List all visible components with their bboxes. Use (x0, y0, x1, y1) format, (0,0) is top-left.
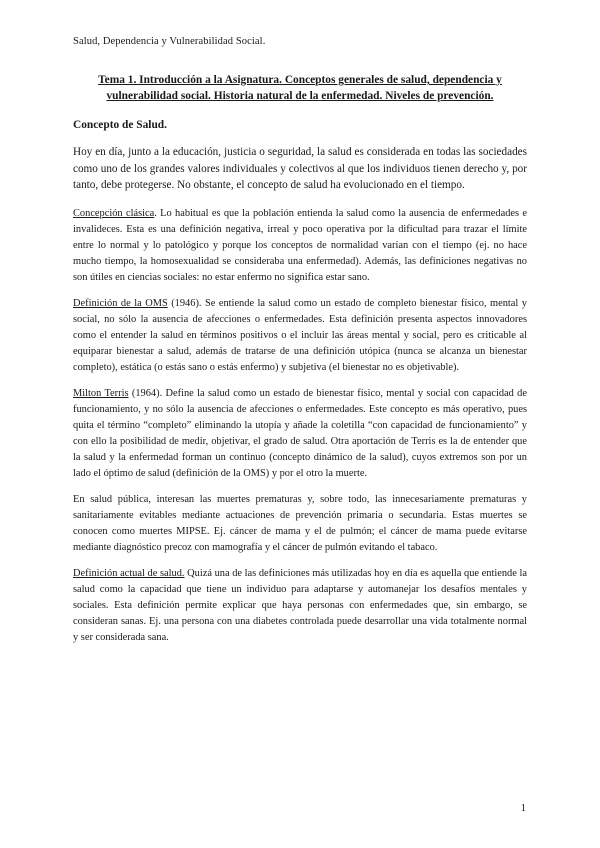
paragraph-definicion-oms (73, 296, 527, 376)
section-heading: Concepto de Salud. (73, 119, 167, 131)
intro-paragraph: Hoy en día, junto a la educación, justicia o seguridad, la salud es considerada en todas las sociedades como uno de los grandes valores individuales y colectivos al que los individuos tienen derecho y, por tanto, debe protegerse. No obstante, el concepto de salud ha evolucionado en el tiempo. (73, 146, 527, 192)
text-definicion-oms: (1946). Se entiende la salud como un estado de completo bienestar físico, mental y social, no sólo la ausencia de afecciones o enfermedades. Esta definición presenta aspectos innovadores como el entender la salud en términos positivos o el incluir las áreas mental y social, pero es criticable al equiparar bienestar a salud, además de tratarse de una definición utópica (nunca se alcanza un bienestar completo), estática (o estás sano o estás enfermo) y subjetiva (el bienestar no es objetivable). (73, 297, 527, 373)
text-definicion-actual: Quizá una de las definiciones más utilizadas hoy en día es aquella que entiende la salud como la capacidad que tiene un individuo para adaptarse y automanejar los desafíos mentales y sociales. Esta definición permite explicar que haya personas con enfermedades que, sin embargo, se consideran sanas. Ej. una persona con una diabetes controlada puede desarrollar una vida totalmente normal y ser considerada sana. (73, 567, 528, 643)
paragraph-salud-publica: En salud pública, interesan las muertes prematuras y, sobre todo, las innecesariamente prematuras y sanitariamente evitables mediante actuaciones de prevención primaria o secundaria. Estas muertes se conocen como muertes MIPSE. Ej. cáncer de mama y el de pulmón; el cáncer de mama puede evitarse mediante diagnóstico precoz con mamografía y el cáncer de pulmón evitando el tabaco. (73, 493, 527, 553)
paragraph-concepcion-clasica (73, 206, 527, 286)
document-title: Tema 1. Introducción a la Asignatura. Conceptos generales de salud, dependencia y vulnerabilidad social. Historia natural de la enfermedad. Niveles de prevención. (98, 74, 502, 102)
term-definicion-oms: Definición de la OMS (73, 297, 168, 309)
page-content (73, 72, 527, 656)
text-concepcion-clasica: . Lo habitual es que la población entienda la salud como la ausencia de enfermedades e invalideces. Esta es una definición negativa, irreal y poco operativa por la dificultad para trazar el límite entre lo normal y lo patológico y porque los conceptos de normalidad varían con el tiempo (ej. no hace mucho tiempo, la homosexualidad se consideraba una enfermedad). Además, las definiciones negativas no son útiles en ciencias sociales: no estar enfermo no significa estar sano. (73, 207, 528, 283)
term-definicion-actual: Definición actual de salud. (73, 567, 185, 579)
text-milton-terris: (1964). Define la salud como un estado de bienestar físico, mental y social con capacidad de funcionamiento, y no sólo la ausencia de afecciones o enfermedades. Este concepto es más operativo, pues quita el término “completo” eliminando la utopía y añade la coletilla “con capacidad de funcionamiento” y con ello la posibilidad de medir, objetivar, el grado de salud. Otra aportación de Terris es la de entender que la salud y la enfermedad forman un continuo (concepto dinámico de la salud), cuyos extremos son por un lado el óptimo de salud (definición de la OMS) y por el otro la muerte. (73, 387, 527, 479)
term-milton-terris: Milton Terris (73, 387, 129, 399)
running-header: Salud, Dependencia y Vulnerabilidad Social. (73, 36, 266, 47)
paragraph-definicion-actual (73, 566, 527, 646)
page-number: 1 (520, 803, 526, 814)
paragraph-milton-terris (73, 386, 527, 482)
term-concepcion-clasica: Concepción clásica (73, 207, 155, 219)
